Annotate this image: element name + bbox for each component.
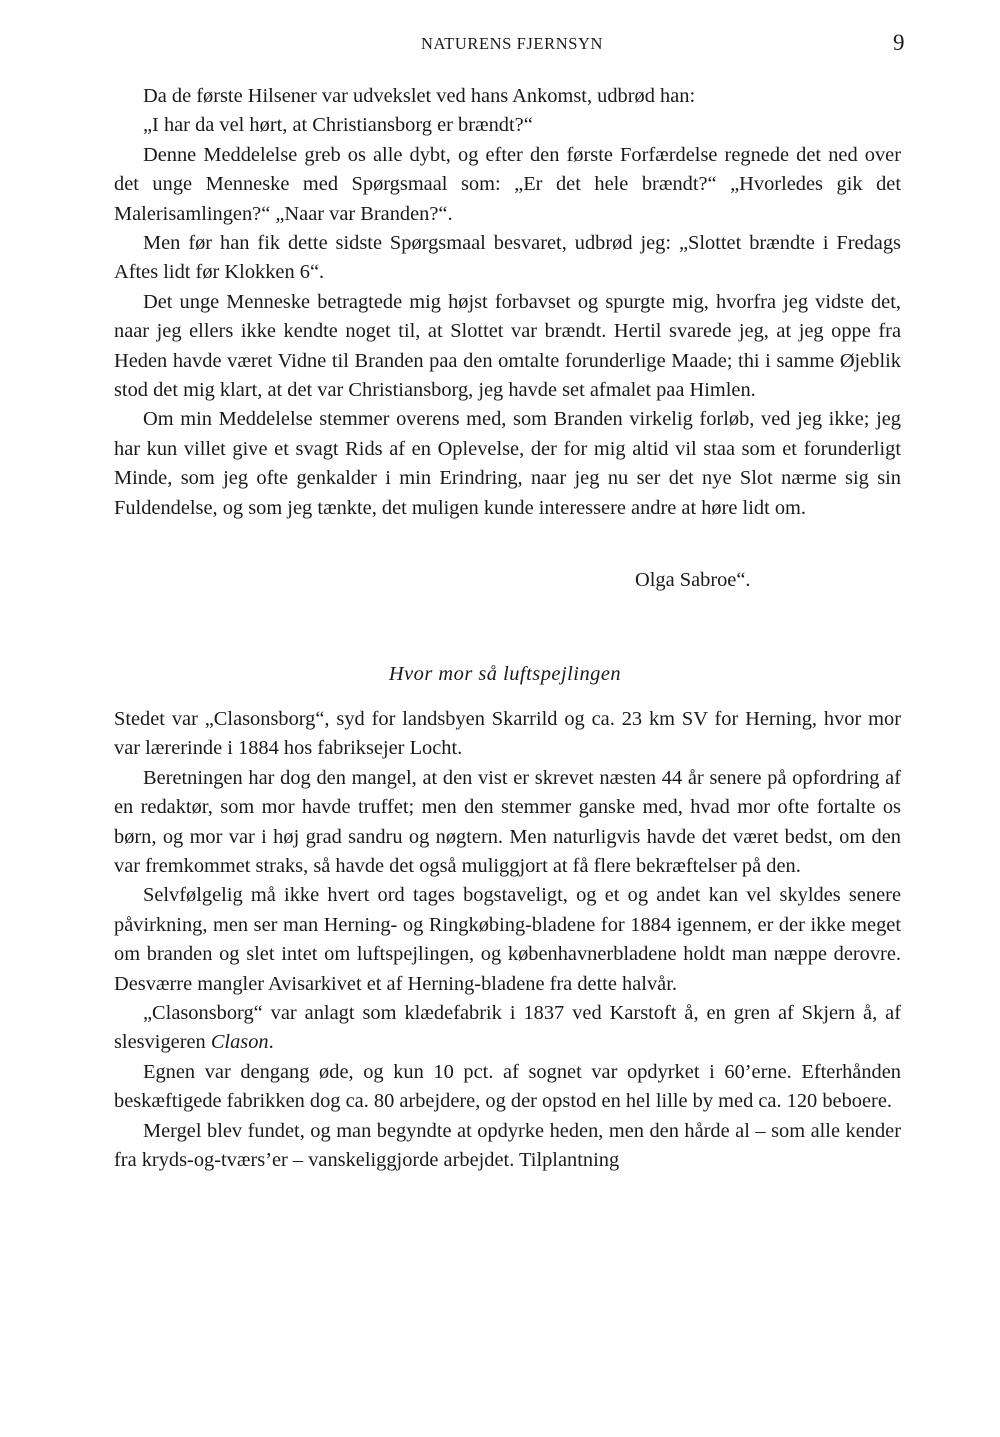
- page-number: 9: [893, 30, 905, 55]
- paragraph: „I har da vel hørt, at Christiansborg er brændt?“: [143, 114, 533, 137]
- paragraph: Om min Meddelelse stemmer overens med, som Branden virkelig forløb, ved jeg ikke; jeg har kun villet give et svagt Rids af en Oplevelse, der for mig altid vil staa som et forunderligt Minde, som jeg ofte genkalder i min Erindring, naar jeg nu ser det nye Slot nærme sig sin Fuldendelse, og som jeg tænkte, det muligen kunde interessere andre at høre lidt om.: [114, 408, 901, 519]
- paragraph: Men før han fik dette sidste Spørgsmaal besvaret, udbrød jeg: „Slottet brændte i Fredags Aftes lidt før Klokken 6“.: [114, 232, 901, 284]
- paragraph: Egnen var dengang øde, og kun 10 pct. af sognet var opdyrket i 60’erne. Efterhånden beskæftigede fabrikken dog ca. 80 arbejdere, og der opstod en hel lille by med ca. 120 beboere.: [114, 1060, 901, 1113]
- paragraph-end: .: [268, 1031, 274, 1054]
- paragraph: Det unge Menneske betragtede mig højst forbavset og spurgte mig, hvorfra jeg vidste det, naar jeg ellers ikke kendte noget til, at Slottet var brændt. Hertil svarede jeg, at jeg oppe fra Heden havde været Vidne til Branden paa den omtalte forunderlige Maade; thi i samme Øjeblik stod det mig klart, at det var Christiansborg, jeg havde set afmalet paa Himlen.: [114, 290, 901, 402]
- running-title: NATURENS FJERNSYN: [420, 34, 604, 53]
- section-text: [114, 705, 901, 1176]
- paragraph: [114, 999, 901, 1058]
- paragraph: Stedet var „Clasonsborg“, syd for landsbyen Skarrild og ca. 23 km SV for Herning, hvor mor var lærerinde i 1884 hos fabriksejer Locht.: [114, 708, 901, 760]
- section-heading: Hvor mor så luftspejlingen: [388, 663, 622, 685]
- paragraph: Beretningen har dog den mangel, at den vist er skrevet næsten 44 år senere på opfordring af en redaktør, som mor havde truffet; men den stemmer ganske med, hvad mor ofte fortalte os børn, og mor var i høj grad sandru og nøgtern. Men naturligvis havde det været bedst, om den var fremkommet straks, så havde det også muliggjort at få flere bekræftelser på den.: [114, 766, 901, 878]
- italic-name: Clason: [210, 1031, 269, 1054]
- paragraph: Selvfølgelig må ikke hvert ord tages bogstaveligt, og et og andet kan vel skyldes senere påvirkning, men ser man Herning- og Ringkøbing-bladene for 1884 igennem, er der ikke meget om branden og slet intet om luftspejlingen, og københavnerbladene holdt man næppe derovre. Desværre mangler Avisarkivet et af Herning-bladene fra dette halvår.: [114, 884, 901, 995]
- paragraph: Mergel blev fundet, og man begyndte at opdyrke heden, men den hårde al – som alle kender fra kryds-og-tværs’er – vanskeliggjorde arbejdet. Tilplantning: [114, 1119, 901, 1172]
- signature: Olga Sabroe“.: [635, 569, 751, 591]
- paragraph-text: „Clasonsborg“ var anlagt som klædefabrik i 1837 ved Karstoft å, en gren af Skjern å, af slesvigeren: [114, 1002, 901, 1054]
- paragraph: Denne Meddelelse greb os alle dybt, og efter den første Forfærdelse regnede det ned over det unge Menneske med Spørgsmaal som: „Er det hele brændt?“ „Hvorledes gik det Malerisamlingen?“ „Naar var Branden?“.: [114, 143, 901, 225]
- letter-text: [114, 82, 901, 523]
- paragraph: Da de første Hilsener var udvekslet ved hans Ankomst, udbrød han:: [143, 85, 696, 107]
